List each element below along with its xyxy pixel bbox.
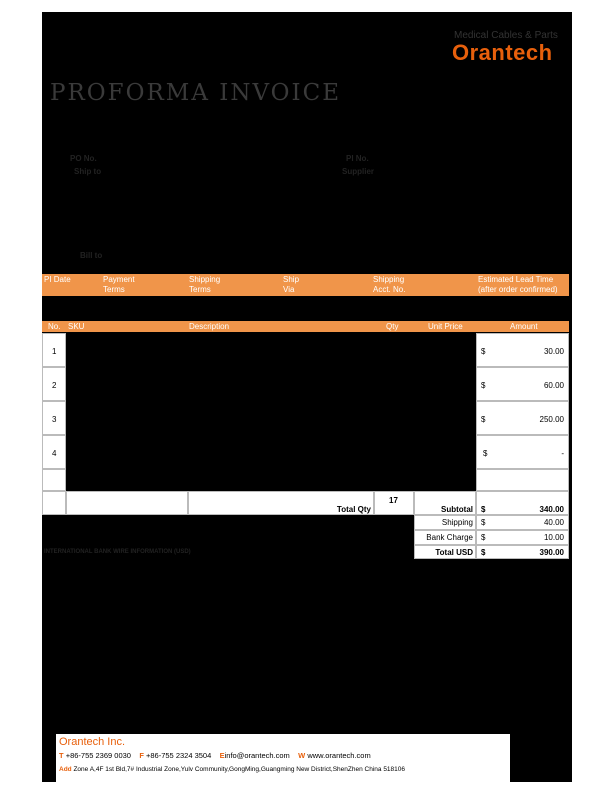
brand-logo: Orantech <box>452 40 553 65</box>
amount-cell: $ 60.00 <box>476 367 569 401</box>
footer-company: Orantech Inc. <box>59 736 126 748</box>
col-sku: SKU <box>68 322 85 331</box>
total-usd-label-cell: Total USD <box>414 545 476 559</box>
empty-cell <box>42 491 66 515</box>
info-header-bar <box>42 274 569 296</box>
ship-to-label: Ship to <box>74 167 102 176</box>
po-number-label: PO No. <box>70 154 97 163</box>
footer-phone: +86-755 2369 0030 <box>65 751 131 760</box>
header-payment-terms: Payment Terms <box>103 275 135 294</box>
table-row: 1 <box>42 333 66 367</box>
footer-email[interactable]: info@orantech.com <box>224 751 290 760</box>
bill-to-label: Bill to <box>80 251 103 260</box>
subtotal-cell: $ 340.00 <box>476 491 569 515</box>
col-unit-price: Unit Price <box>428 322 463 331</box>
supplier-label: Supplier <box>342 167 375 176</box>
footer-fax: +86-755 2324 3504 <box>146 751 212 760</box>
total-qty-label-cell: Total Qty <box>188 491 374 515</box>
items-header-bar <box>42 321 569 332</box>
table-row: 4 <box>42 435 66 469</box>
bank-charge-cell: $ 10.00 <box>476 530 569 545</box>
brand-tagline: Medical Cables & Parts <box>454 30 558 41</box>
col-no: No. <box>48 322 61 331</box>
table-row: 3 <box>42 401 66 435</box>
bank-info-label: INTERNATIONAL BANK WIRE INFORMATION (USD) <box>44 549 191 555</box>
total-usd-cell: $ 390.00 <box>476 545 569 559</box>
header-ship-via: Ship Via <box>283 275 300 294</box>
pi-number-label: PI No. <box>346 154 369 163</box>
header-lead-time: Estimated Lead Time (after order confirmed) <box>478 275 558 294</box>
footer-website[interactable]: www.orantech.com <box>307 751 371 760</box>
empty-cell <box>42 469 66 491</box>
header-pi-date: PI Date <box>44 275 71 284</box>
footer-contacts: T +86-755 2369 0030 F +86-755 2324 3504 Einfo@orantech.com W www.orantech.com <box>59 751 371 760</box>
col-qty: Qty <box>386 322 399 331</box>
amount-cell: $ - <box>476 435 569 469</box>
footer-address: Add Zone A,4F 1st Bld,7# Industrial Zone,Yulv Community,GongMing,Guangming New District,ShenZhen China 518106 <box>59 766 406 773</box>
amount-cell: $ 250.00 <box>476 401 569 435</box>
header-shipping-terms: Shipping Terms <box>189 275 221 294</box>
footer <box>56 734 510 792</box>
shipping-label-cell: Shipping <box>414 515 476 530</box>
header-shipping-acct: Shipping Acct. No. <box>373 275 406 294</box>
invoice-sheet <box>42 12 572 782</box>
amount-cell: $ 30.00 <box>476 333 569 367</box>
subtotal-label-cell: Subtotal <box>414 491 476 515</box>
total-qty-cell: 17 <box>374 491 414 515</box>
page-title: PROFORMA INVOICE <box>50 80 341 106</box>
empty-cell <box>476 469 569 491</box>
col-amount: Amount <box>510 322 538 331</box>
col-description: Description <box>189 322 230 331</box>
table-row: 2 <box>42 367 66 401</box>
shipping-cell: $ 40.00 <box>476 515 569 530</box>
bank-charge-label-cell: Bank Charge <box>414 530 476 545</box>
empty-cell <box>66 491 188 515</box>
